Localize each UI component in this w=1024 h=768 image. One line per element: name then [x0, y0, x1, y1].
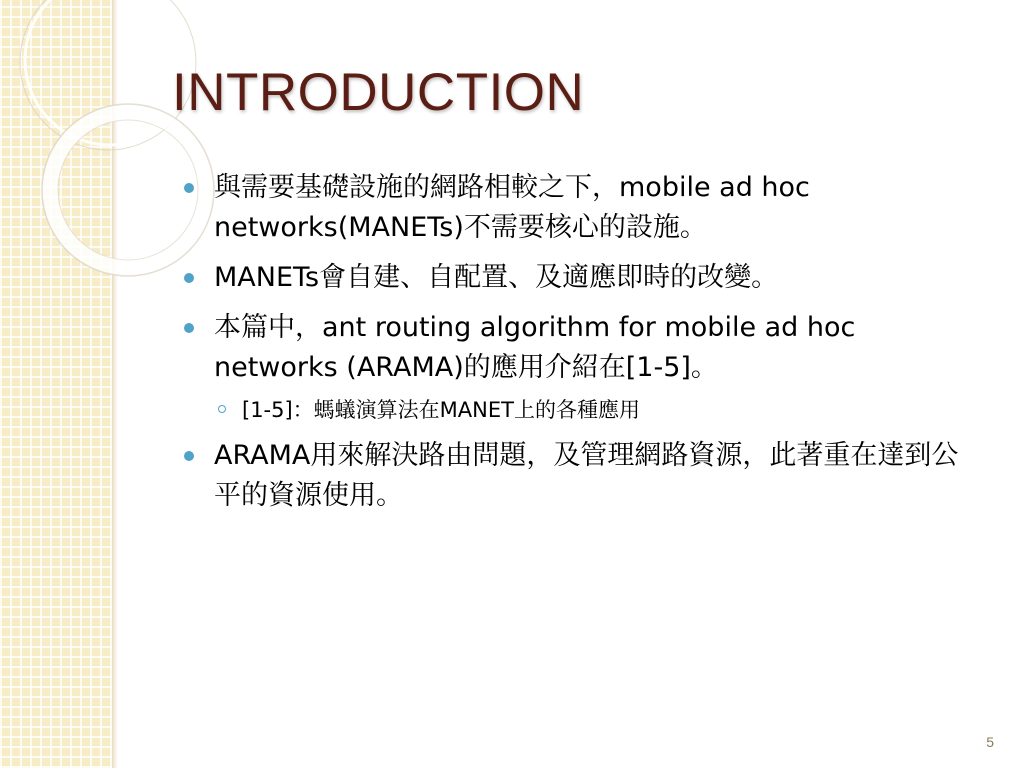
bullet-item	[180, 168, 980, 248]
bullet-item	[180, 258, 980, 298]
sub-bullet-item	[180, 394, 980, 426]
bullet-dot-icon	[184, 273, 194, 283]
bullet-text: ARAMA用來解決路由問題，及管理網路資源，此著重在達到公平的資源使用。	[214, 440, 959, 511]
bullet-dot-icon	[184, 451, 194, 461]
slide-title: INTRODUCTION	[172, 63, 585, 122]
bullet-item	[180, 308, 980, 388]
bullet-text: MANETs會自建、自配置、及適應即時的改變。	[214, 262, 779, 293]
bullet-dot-icon	[184, 323, 194, 333]
sub-bullet-ring-icon	[218, 405, 226, 413]
bullet-item	[180, 436, 980, 516]
bullet-text: 與需要基礎設施的網路相較之下，mobile ad hoc networks(MANETs)不需要核心的設施。	[214, 172, 810, 243]
bullet-dot-icon	[184, 183, 194, 193]
page-number: 5	[986, 734, 994, 750]
slide-content	[180, 168, 980, 526]
sub-bullet-text: [1-5]：螞蟻演算法在MANET上的各種應用	[242, 398, 640, 422]
bullet-text: 本篇中，ant routing algorithm for mobile ad hoc networks (ARAMA)的應用介紹在[1-5]。	[214, 312, 856, 383]
